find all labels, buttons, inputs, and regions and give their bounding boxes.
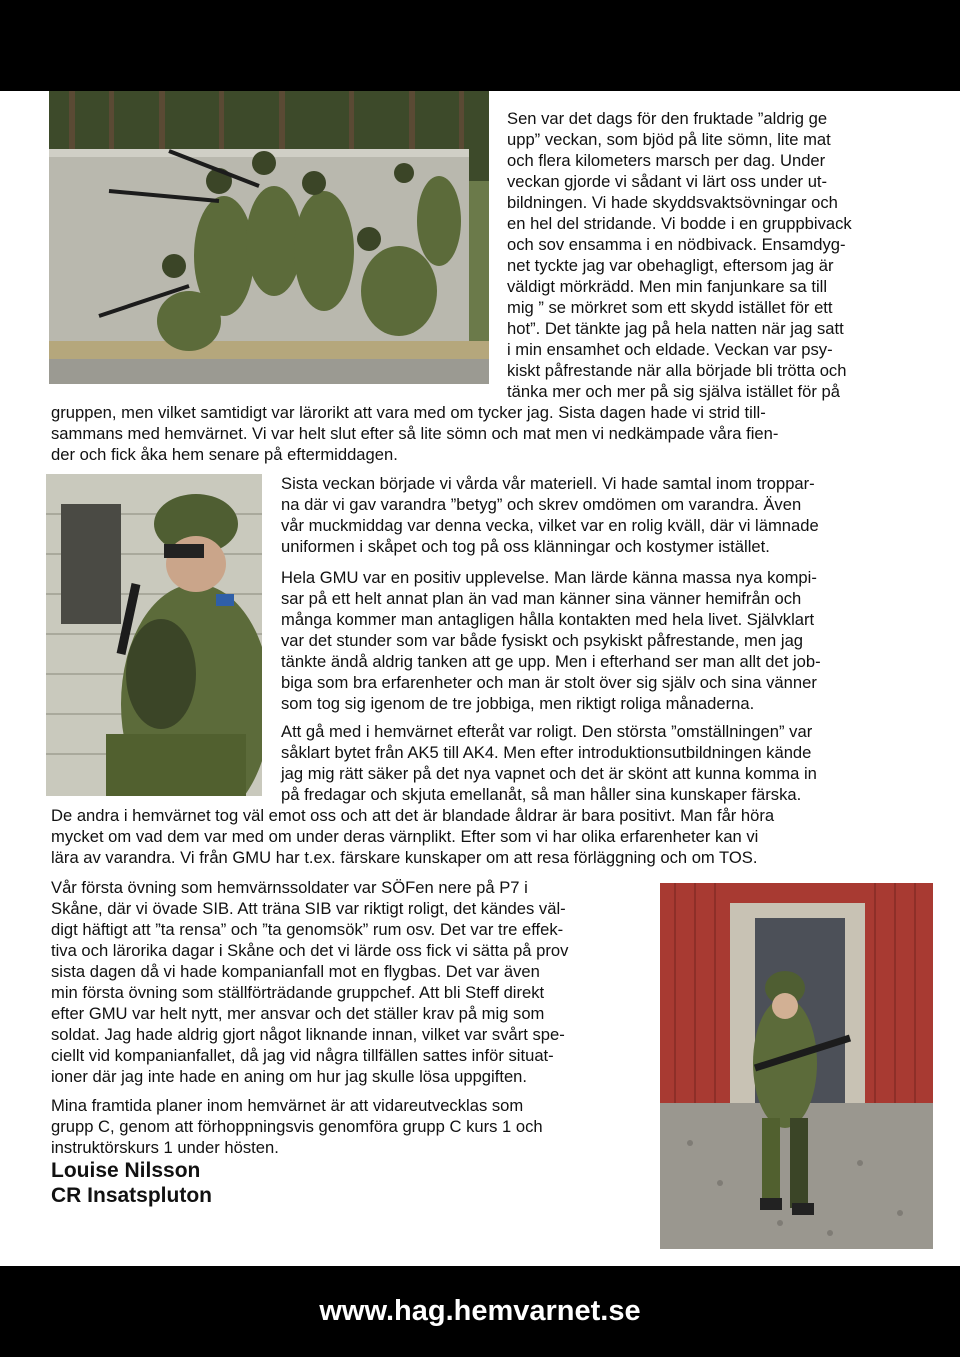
top-black-bar (0, 0, 960, 91)
article-paragraph-2: Sista veckan började vi vårda vår materiell. Vi hade samtal inom troppar- na där vi gav varandra ”betyg” och skrev omdömen om varandra. Även vår muckmiddag var denna vecka, vilket var en rolig kväll, där vi lämnade uniformen i skåpet och tog på oss klänningar och kostymer istället. (281, 474, 819, 556)
article-paragraph-4: Att gå med i hemvärnet efteråt var roligt. Den största ”omställningen” var såklart bytet från AK5 till AK4. Men efter introduktionsutbildningen kände jag mig rätt säker på det nya vapnet och det är skönt att kunna komma in på fredagar och skjuta emellanåt, så man håller sina kunskaper färska. (281, 722, 817, 804)
article-paragraph-1: Sen var det dags för den fruktade ”aldrig ge upp” veckan, som bjöd på lite sömn, lite mat och flera kilometers marsch per dag. Under veckan gjorde vi sådant vi lärt oss under ut- bildningen. Vi hade skyddsvaktsövningar och en hel del stridande. Vi bodde i en gruppbivack och sov ensamma i en nödbivack. Ensamdyg- net tyckte jag var obehagligt, eftersom jag är väldigt mörkrädd. Men min fanjunkare sa till mig ” se mörkret som ett skydd istället för ett hot”. Det tänkte jag på hela natten när jag satt i min ensamhet och eldade. Veckan var psy- kiskt påfrestande när alla började bli trötta och tänka mer och mer på sig själva istället för på (507, 109, 852, 401)
article-paragraph-6: Mina framtida planer inom hemvärnet är att vidareutvecklas som grupp C, genom att förhoppningsvis genomföra grupp C kurs 1 och instruktörskurs 1 under hösten. (51, 1096, 543, 1157)
author-name: Louise Nilsson (51, 1159, 201, 1182)
bottom-black-bar (0, 1266, 960, 1357)
article-paragraph-3: Hela GMU var en positiv upplevelse. Man lärde känna massa nya kompi- sar på ett helt annat plan än vad man känner sina vänner hemifrån och många kommer man antagligen hålla kontakten med hela livet. Självklart var det stunder som var både fysiskt och psykiskt påfrestande, men jag tänkte ändå aldrig tanken att ge upp. Men i efterhand ser man allt det job- biga som bra erfarenheter och man är stolt över sig själv och sina vänner som tog sig igenom de tre jobbiga, men riktigt roliga månaderna. (281, 568, 821, 713)
footer-website-url: www.hag.hemvarnet.se (319, 1295, 641, 1327)
author-unit: CR Insatspluton (51, 1184, 212, 1207)
soldier-running-red-building-photo (660, 883, 933, 1249)
soldiers-at-concrete-wall-photo (49, 91, 489, 384)
author-signature (51, 1158, 212, 1208)
article-paragraph-4-continued: De andra i hemvärnet tog väl emot oss och att det är blandade åldrar är bara positivt. Man får höra mycket om vad dem var med om under deras värnplikt. Efter som vi har olika erfarenheter kan vi lära av varandra. Vi från GMU har t.ex. färskare kunskaper om att resa förläggning och om TOS. (51, 806, 775, 867)
article-paragraph-1-continued: gruppen, men vilket samtidigt var lärorikt att vara med om tycker jag. Sista dagen hade vi strid till- sammans med hemvärnet. Vi var helt slut efter så lite sömn och mat men vi nedkämpade våra fien- der och fick åka hem senare på eftermiddagen. (51, 403, 779, 464)
article-paragraph-5: Vår första övning som hemvärnssoldater var SÖFen nere på P7 i Skåne, där vi övade SIB. Att träna SIB var riktigt roligt, det kändes väl- digt häftigt att ”ta rensa” och ”ta genomsök” rum osv. Det var tre effek- tiva och lärorika dagar i Skåne och det vi lärde oss fick vi sätta på prov sista dagen då vi hade kompanianfall mot en flygbas. Det var även min första övning som ställförträdande gruppchef. Att bli Steff direkt efter GMU var helt nytt, mer ansvar och det ställer krav på mig som soldat. Jag hade aldrig gjort något liknande innan, vilket var svårt spe- ciellt vid kompanianfallet, då jag vid några tillfällen sattes inför situat- ioner där jag inte hade en aning om hur jag skulle lösa uppgiften. (51, 878, 569, 1086)
soldier-aiming-rifle-photo (46, 474, 262, 796)
